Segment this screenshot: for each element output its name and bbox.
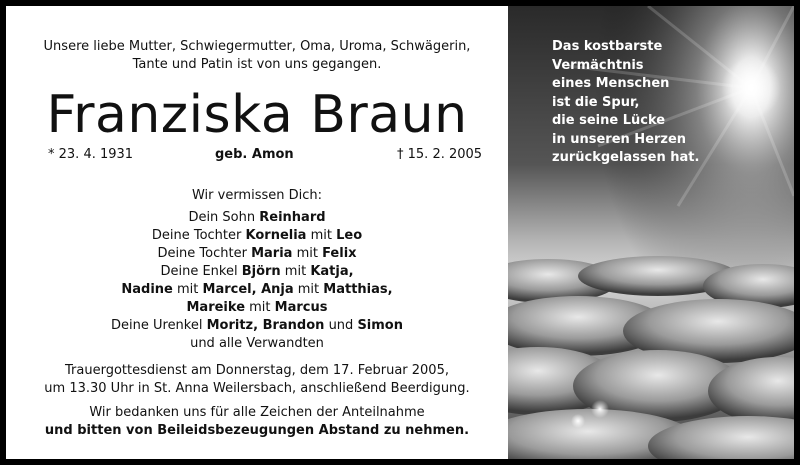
mourners-heading: Wir vermissen Dich: — [191, 188, 323, 203]
mourner-line: Dein Sohn Reinhard — [188, 210, 326, 225]
thanks-note — [6, 404, 508, 440]
clouds-sun-photo — [508, 6, 794, 459]
intro-line-2: Tante und Patin ist von uns gegangen. — [132, 57, 382, 72]
intro-text — [6, 38, 508, 74]
intro-line-1: Unsere liebe Mutter, Schwiegermutter, Oma, Uroma, Schwägerin, — [43, 39, 471, 54]
mourner-line: Nadine mit Marcel, Anja mit Matthias, — [121, 282, 393, 297]
quote-line: in unseren Herzen — [552, 131, 687, 147]
mourner-line: und alle Verwandten — [190, 336, 324, 351]
mourner-line: Deine Tochter Maria mit Felix — [157, 246, 357, 261]
thanks-line-2: und bitten von Beileidsbezeugungen Abstand zu nehmen. — [44, 423, 470, 438]
mourner-line: Deine Urenkel Moritz, Brandon und Simon — [111, 318, 403, 333]
mourners-list — [6, 187, 508, 353]
maiden-name: geb. Amon — [215, 147, 294, 162]
mourner-line: Deine Tochter Kornelia mit Leo — [151, 228, 363, 243]
lens-flare — [591, 400, 609, 418]
quote-line: zurückgelassen hat. — [552, 150, 700, 165]
service-line-2: um 13.30 Uhr in St. Anna Weilersbach, anschließend Beerdigung. — [44, 381, 470, 396]
quote-line: ist die Spur, — [552, 94, 640, 110]
memorial-quote — [552, 38, 699, 168]
obituary-text-panel — [6, 6, 508, 459]
quote-line: Vermächtnis — [552, 57, 644, 73]
thanks-line-1: Wir bedanken uns für alle Zeichen der Anteilnahme — [89, 405, 425, 420]
mourner-line: Deine Enkel Björn mit Katja, — [160, 264, 354, 279]
quote-line: Das kostbarste — [552, 39, 663, 54]
funeral-service-info — [6, 362, 508, 398]
deceased-name: Franziska Braun — [46, 85, 468, 145]
quote-line: eines Menschen — [552, 76, 670, 91]
lens-flare — [571, 414, 585, 428]
service-line-1: Trauergottesdienst am Donnerstag, dem 17. Februar 2005, — [65, 363, 449, 378]
cloud-layer — [508, 256, 794, 459]
quote-line: die seine Lücke — [552, 113, 666, 128]
sun — [721, 58, 781, 118]
mourner-line: Mareike mit Marcus — [186, 300, 328, 315]
death-date: † 15. 2. 2005 — [397, 147, 483, 162]
birth-date: * 23. 4. 1931 — [48, 147, 134, 162]
